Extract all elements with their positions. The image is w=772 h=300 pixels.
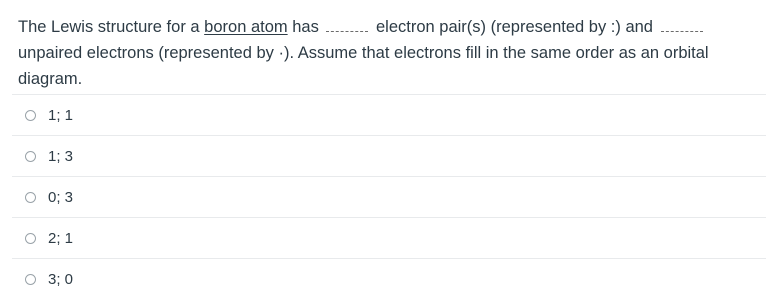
answer-label: 3; 0	[48, 270, 74, 288]
answer-option-4[interactable]	[12, 217, 766, 258]
answer-label: 0; 3	[48, 188, 74, 206]
answer-option-2[interactable]	[12, 135, 766, 176]
question-text	[18, 14, 763, 92]
question-text-part-3: electron pair(s) (represented by :) and	[371, 18, 658, 36]
answer-label: 2; 1	[48, 229, 74, 247]
question-text-part-4: unpaired electrons (represented by ·). Assume that electrons fill in the same order as an orbital diagram.	[18, 44, 709, 88]
answer-option-3[interactable]	[12, 176, 766, 217]
answer-blank-2	[661, 17, 703, 32]
question-text-part-1: The Lewis structure for a	[18, 18, 205, 36]
answer-blank-1	[326, 17, 368, 32]
glossary-term-boron-atom[interactable]: boron atom	[204, 18, 288, 36]
answer-option-1[interactable]	[12, 94, 766, 135]
radio-button-icon[interactable]	[25, 233, 36, 244]
answer-options	[12, 94, 766, 299]
radio-button-icon[interactable]	[25, 151, 36, 162]
answer-label: 1; 3	[48, 147, 74, 165]
question-text-part-2: has	[287, 18, 324, 36]
radio-button-icon[interactable]	[25, 192, 36, 203]
answer-label: 1; 1	[48, 106, 74, 124]
radio-button-icon[interactable]	[25, 110, 36, 121]
answer-option-5[interactable]	[12, 258, 766, 299]
radio-button-icon[interactable]	[25, 274, 36, 285]
